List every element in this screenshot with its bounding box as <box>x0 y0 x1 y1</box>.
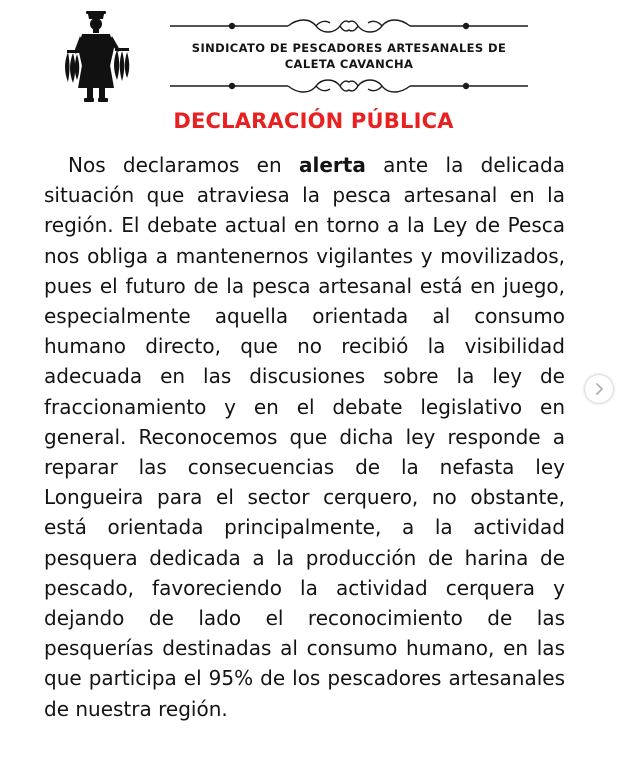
flourish-divider-icon <box>170 77 528 95</box>
body-text-start: Nos declaramos en <box>68 153 299 177</box>
organization-name <box>168 41 530 72</box>
fisherman-silhouette-icon <box>62 8 138 104</box>
document-body <box>44 150 565 724</box>
emphasis-alerta: alerta <box>298 153 366 177</box>
flourish-divider-icon <box>170 17 528 35</box>
organization-name-line1: SINDICATO DE PESCADORES ARTESANALES DE <box>191 41 507 55</box>
organization-name-line2: CALETA CAVANCHA <box>284 56 414 71</box>
body-text-rest: ante la delicada situación que atraviesa la pesca artesanal en la región. El debate actual en torno a la Ley de Pesca nos obliga a mantenernos vigilantes y movilizados, pues el futuro de la pesca artesanal está en juego, especialmente aquella orientada al consumo humano directo, que no recibió la visibilidad adecuada en las discusiones sobre la ley de fraccionamiento y en el debate legislativo en general. Reconocemos que dicha ley responde a reparar las consecuencias de la nefasta ley Longueira para el sector cerquero, no obstante, está orientada principalmente, a la actividad pesquera dedicada a la producción de harina de pescado, favoreciendo la actividad cerquera y dejando de lado el reconocimiento de las pesquerías destinadas al consumo humano, en las que participa el 95% de los pescadores artesanales de nuestra región. <box>44 153 565 721</box>
carousel-next-button[interactable] <box>585 375 613 403</box>
chevron-right-icon <box>592 382 606 396</box>
document-title: DECLARACIÓN PÚBLICA <box>173 109 454 133</box>
document-header <box>0 0 627 110</box>
